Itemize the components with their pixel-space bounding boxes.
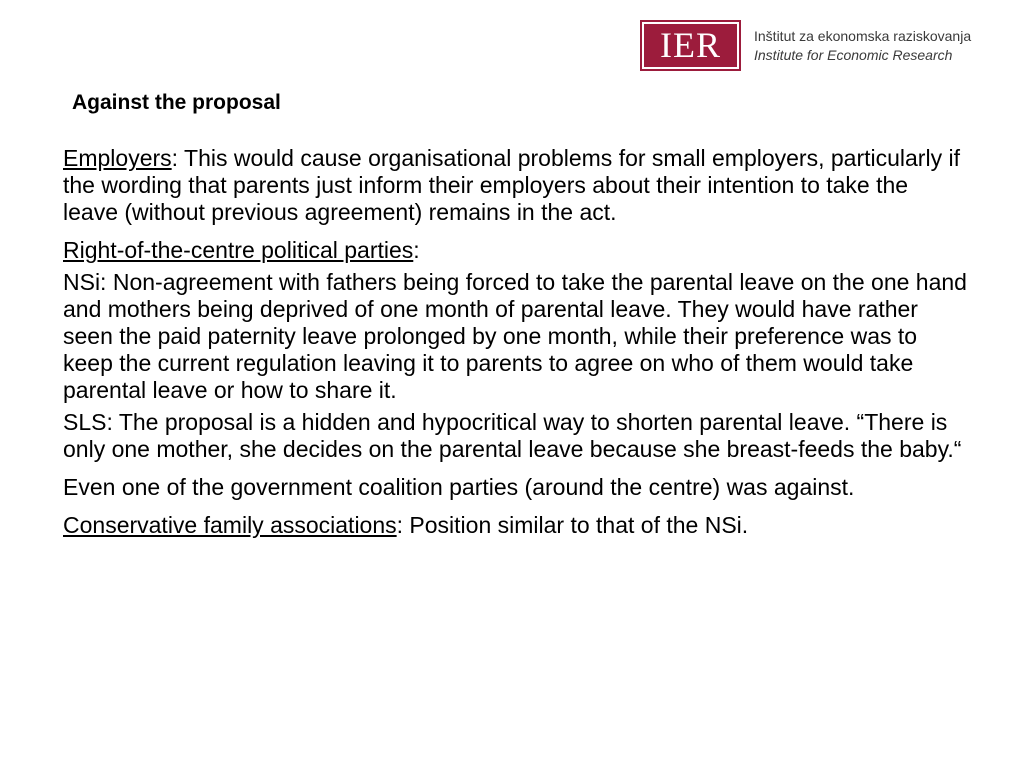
institute-name-english: Institute for Economic Research [754,46,953,63]
family-associations-text: : Position similar to that of the NSi. [396,512,749,538]
ier-logo-mark [640,20,741,71]
right-parties-label: Right-of-the-centre political parties [63,237,414,263]
slide-body [63,145,968,539]
institute-name-slovene: Inštitut za ekonomska raziskovanja [754,27,972,44]
ier-logo-text [754,27,971,65]
family-associations-label: Conservative family associations [63,512,397,538]
right-parties-colon: : [413,237,420,263]
employers-text: : This would cause organisational problems for small employers, particularly if the wording that parents just inform their employers about their intention to take the leave (without previous agreement) remains in the act. [63,145,960,225]
right-parties-paragraph [63,237,968,264]
sls-paragraph: SLS: The proposal is a hidden and hypocritical way to shorten parental leave. “There is only one mother, she decides on the parental leave because she breast-feeds the baby.“ [63,409,962,462]
ier-logo-mark-text: IER [644,24,737,67]
slide-title: Against the proposal [72,91,281,114]
employers-paragraph [63,145,968,226]
family-associations-paragraph [63,512,968,539]
nsi-paragraph: NSi: Non-agreement with fathers being forced to take the parental leave on the one hand and mothers being deprived of one month of parental leave. They would have rather seen the paid paternity leave prolonged by one month, while their preference was to keep the current regulation leaving it to parents to agree on who of them would take parental leave or how to share it. [63,269,967,403]
coalition-paragraph: Even one of the government coalition parties (around the centre) was against. [63,474,855,500]
employers-label: Employers [63,145,172,171]
ier-logo [640,20,971,71]
